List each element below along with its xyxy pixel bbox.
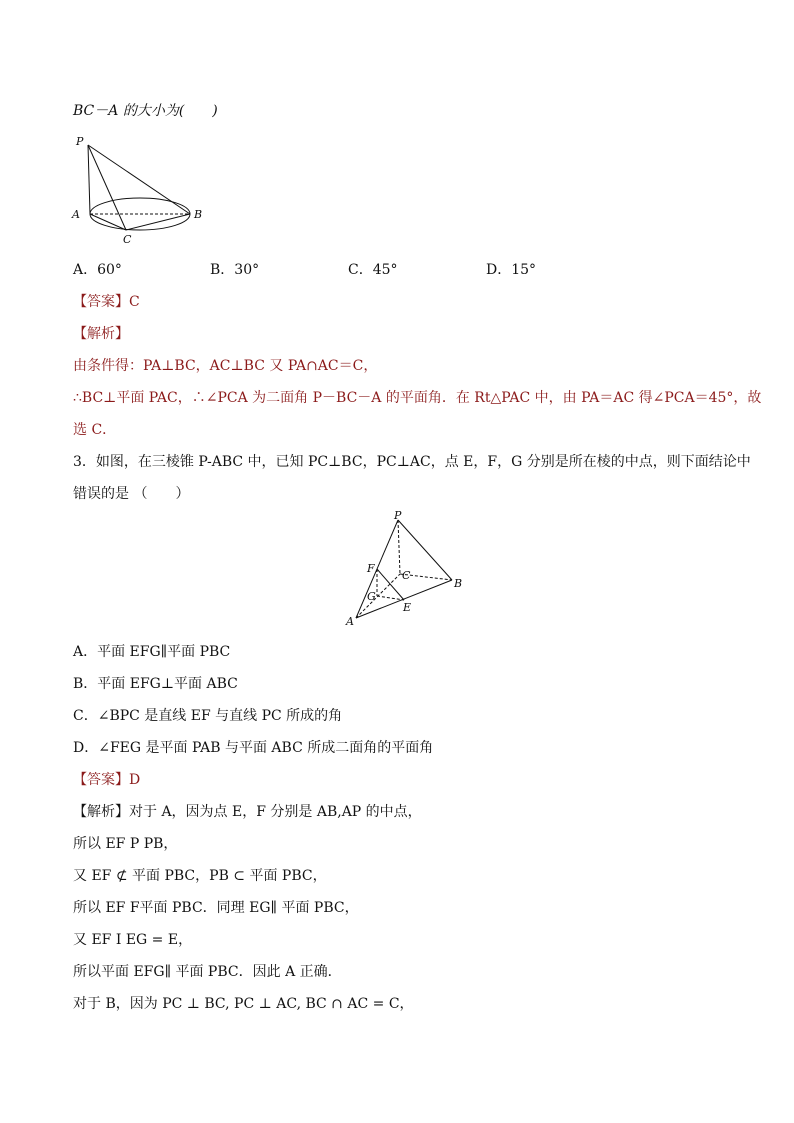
label-p: P: [76, 135, 84, 148]
label-a: A: [346, 615, 354, 628]
q3-analysis-line-4: 所以 EF F平面 PBC．同理 EG∥ 平面 PBC，: [73, 900, 359, 916]
label-p: P: [394, 510, 402, 522]
edge-ac: [90, 214, 126, 230]
q3-option-b: B．平面 EFG⊥平面 ABC: [73, 676, 238, 692]
edge-pa: [88, 145, 90, 214]
q3-pyramid-figure: [340, 510, 470, 630]
q2-option-a: A．60°: [73, 262, 122, 278]
q3-analysis-line-5: 又 EF I EG = E，: [73, 932, 193, 948]
q2-analysis-line-3: 选 C．: [73, 422, 117, 438]
q3-option-d: D．∠FEG 是平面 PAB 与平面 ABC 所成二面角的平面角: [73, 740, 434, 756]
segment-ge: [377, 596, 404, 600]
q2-option-d: D．15°: [486, 262, 537, 278]
q2-option-c: C．45°: [348, 262, 398, 278]
label-e: E: [403, 601, 412, 614]
label-b: B: [454, 577, 463, 590]
q2-option-b: B．30°: [210, 262, 260, 278]
edge-cb: [126, 214, 190, 230]
q2-analysis-line-1: 由条件得：PA⊥BC，AC⊥BC 又 PA∩AC＝C，: [73, 358, 378, 374]
q3-analysis-line-6: 所以平面 EFG∥ 平面 PBC．因此 A 正确．: [73, 964, 342, 980]
q3-option-c: C．∠BPC 是直线 EF 与直线 PC 所成的角: [73, 708, 343, 724]
q3-stem-line-1: 3．如图，在三棱锥 P-ABC 中，已知 PC⊥BC，PC⊥AC，点 E，F，G 分别是所在棱的中点，则下面结论中: [73, 454, 751, 470]
q2-cone-figure: [68, 134, 218, 246]
q3-analysis-line-3: 又 EF ⊄ 平面 PBC，PB ⊂ 平面 PBC，: [73, 868, 327, 884]
q3-analysis-line-7: 对于 B，因为 PC ⊥ BC, PC ⊥ AC, BC ∩ AC = C，: [73, 996, 414, 1012]
q3-stem-line-2: 错误的是 （ ）: [73, 486, 190, 502]
q2-stem-tail: BC－A 的大小为( ): [73, 103, 218, 119]
label-f: F: [367, 562, 375, 575]
q2-analysis-line-2: ∴BC⊥平面 PAC，∴∠PCA 为二面角 P－BC－A 的平面角．在 Rt△PAC 中，由 PA＝AC 得∠PCA＝45°，故: [73, 390, 762, 406]
q3-answer: 【答案】D: [73, 772, 141, 788]
q3-analysis-line-1: 【解析】对于 A，因为点 E，F 分别是 AB,AP 的中点，: [73, 804, 422, 820]
label-c: C: [402, 569, 411, 582]
label-b: B: [194, 208, 203, 221]
label-a: A: [72, 208, 80, 221]
segment-fe: [377, 569, 404, 600]
q2-answer: 【答案】C: [73, 294, 140, 310]
edge-pc: [398, 520, 400, 574]
q3-analysis-line-2: 所以 EF P PB，: [73, 836, 178, 852]
label-c: C: [123, 233, 132, 246]
q3-option-a: A．平面 EFG∥平面 PBC: [73, 644, 231, 660]
label-g: G: [367, 590, 376, 603]
q2-analysis-title: 【解析】: [73, 326, 129, 342]
